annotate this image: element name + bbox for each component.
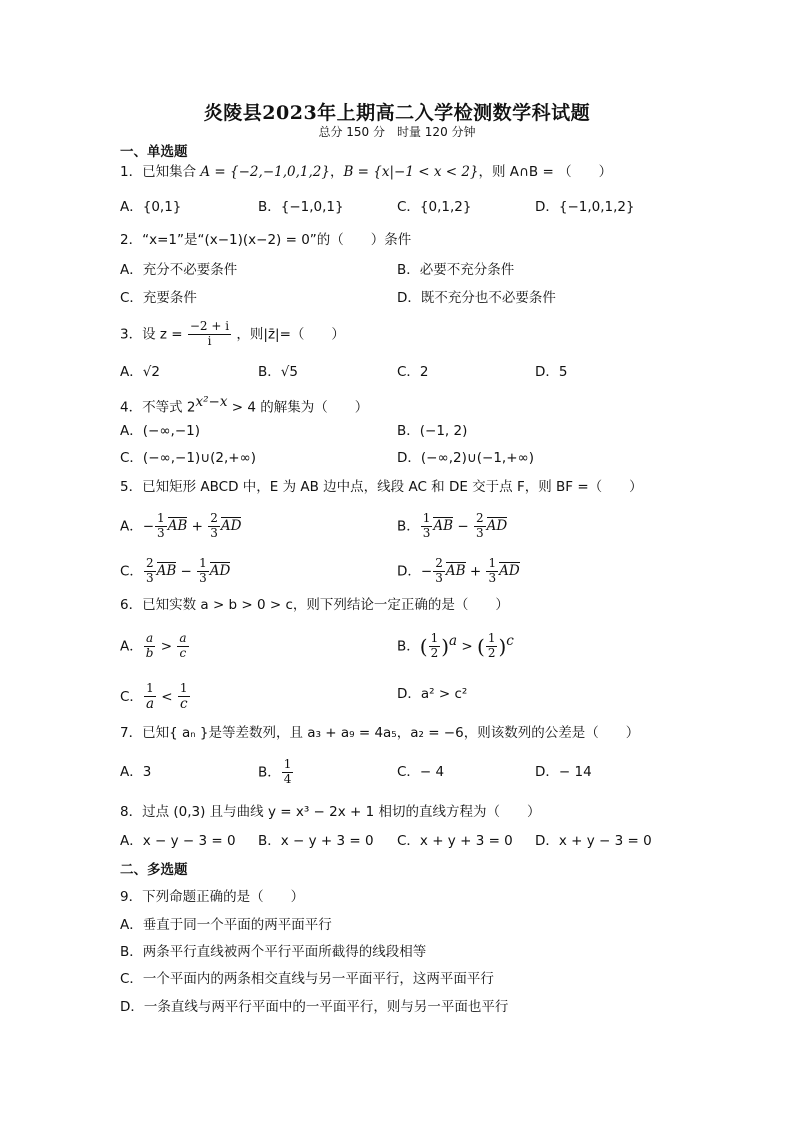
question-5-option-d[interactable]: D．− $\frac{2}{3}$ AB + $\frac{1}{3}$ AD xyxy=(397,556,520,585)
question-6-option-b[interactable]: B．( $\frac{1}{2}$ )$^a$ > ( $\frac{1}{2}$ )$^c$ xyxy=(397,631,514,660)
question-2-option-b[interactable]: B．必要不充分条件 xyxy=(397,262,515,278)
question-1-option-b[interactable]: B．{−1,0,1} xyxy=(258,199,344,215)
question-7-option-d[interactable]: D．− 14 xyxy=(535,764,592,780)
question-8-option-b[interactable]: B．x − y + 3 = 0 xyxy=(258,833,374,849)
question-6-option-c[interactable]: C． $\frac{1}{a}$ < $\frac{1}{c}$ xyxy=(120,681,188,712)
question-2-option-a[interactable]: A．充分不必要条件 xyxy=(120,262,238,278)
question-4-option-b[interactable]: B．(−1, 2) xyxy=(397,423,468,439)
question-1-option-a[interactable]: A．{0,1} xyxy=(120,199,182,215)
question-8-option-c[interactable]: C．x + y + 3 = 0 xyxy=(397,833,513,849)
question-6-stem: 6．已知实数 a > b > 0 > c，则下列结论一定正确的是（ ） xyxy=(120,597,509,613)
question-3-option-b[interactable]: B．√5 xyxy=(258,364,298,380)
question-9-option-d[interactable]: D．一条直线与两平行平面中的一平面平行，则与另一平面也平行 xyxy=(120,999,509,1015)
question-2-stem: 2．“x=1”是“(x−1)(x−2) = 0”的（ ）条件 xyxy=(120,232,412,248)
exam-subtitle: 总分 150 分 时量 120 分钟 xyxy=(318,125,476,139)
question-3-stem: 3．设 z = $\frac{-2 + i}{i}$ ，则|z̄|=（ ） xyxy=(120,319,345,348)
question-6-option-d[interactable]: D．a² > c² xyxy=(397,686,468,702)
question-1-stem: 1．已知集合 A = {−2,−1,0,1,2}，B = {x|−1 < x < 2}，则 A∩B = （ ） xyxy=(120,164,613,180)
question-8-stem: 8．过点 (0,3) 且与曲线 y = x³ − 2x + 1 相切的直线方程为（ ） xyxy=(120,804,541,820)
question-9-option-a[interactable]: A．垂直于同一个平面的两平面平行 xyxy=(120,917,332,933)
question-5-option-c[interactable]: C． $\frac{2}{3}$ AB − $\frac{1}{3}$ AD xyxy=(120,556,231,585)
exam-title: 炎陵县2023年上期高二入学检测数学科试题 xyxy=(203,102,591,124)
question-1-option-c[interactable]: C．{0,1,2} xyxy=(397,199,472,215)
question-7-option-c[interactable]: C．− 4 xyxy=(397,764,445,780)
question-3-option-a[interactable]: A．√2 xyxy=(120,364,160,380)
question-9-option-b[interactable]: B．两条平行直线被两个平行平面所截得的线段相等 xyxy=(120,944,427,960)
question-5-option-a[interactable]: A．− $\frac{1}{3}$ AB + $\frac{2}{3}$ AD xyxy=(120,511,242,540)
section-single-choice: 一、单选题 xyxy=(120,144,188,160)
section-multi-choice: 二、多选题 xyxy=(120,862,188,878)
question-7-stem: 7．已知{ aₙ }是等差数列，且 a₃ + a₉ = 4a₅，a₂ = −6，则该数列的公差是（ ） xyxy=(120,725,640,741)
question-4-option-c[interactable]: C．(−∞,−1)∪(2,+∞) xyxy=(120,450,257,466)
question-1-option-d[interactable]: D．{−1,0,1,2} xyxy=(535,199,635,215)
question-7-option-b[interactable]: B． $\frac{1}{4}$ xyxy=(258,757,292,786)
question-3-option-c[interactable]: C．2 xyxy=(397,364,429,380)
question-2-option-c[interactable]: C．充要条件 xyxy=(120,290,197,306)
question-5-option-b[interactable]: B． $\frac{1}{3}$ AB − $\frac{2}{3}$ AD xyxy=(397,511,508,540)
question-8-option-d[interactable]: D．x + y − 3 = 0 xyxy=(535,833,652,849)
question-5-stem: 5．已知矩形 ABCD 中，E 为 AB 边中点，线段 AC 和 DE 交于点 F，则 BF =（ ） xyxy=(120,479,643,495)
question-9-option-c[interactable]: C．一个平面内的两条相交直线与另一平面平行，这两平面平行 xyxy=(120,971,494,987)
question-2-option-d[interactable]: D．既不充分也不必要条件 xyxy=(397,290,556,306)
question-8-option-a[interactable]: A．x − y − 3 = 0 xyxy=(120,833,236,849)
question-6-option-a[interactable]: A． $\frac{a}{b}$ > $\frac{a}{c}$ xyxy=(120,631,187,660)
question-9-stem: 9．下列命题正确的是（ ） xyxy=(120,889,305,905)
question-4-option-a[interactable]: A．(−∞,−1) xyxy=(120,423,201,439)
question-7-option-a[interactable]: A．3 xyxy=(120,764,152,780)
question-4-option-d[interactable]: D．(−∞,2)∪(−1,+∞) xyxy=(397,450,535,466)
question-4-stem: 4．不等式 $2^{x^2-x} > 4$ 的解集为（ ） xyxy=(120,394,369,416)
fraction: $\frac{-2 + i}{i}$ xyxy=(189,319,230,348)
question-3-option-d[interactable]: D．5 xyxy=(535,364,568,380)
